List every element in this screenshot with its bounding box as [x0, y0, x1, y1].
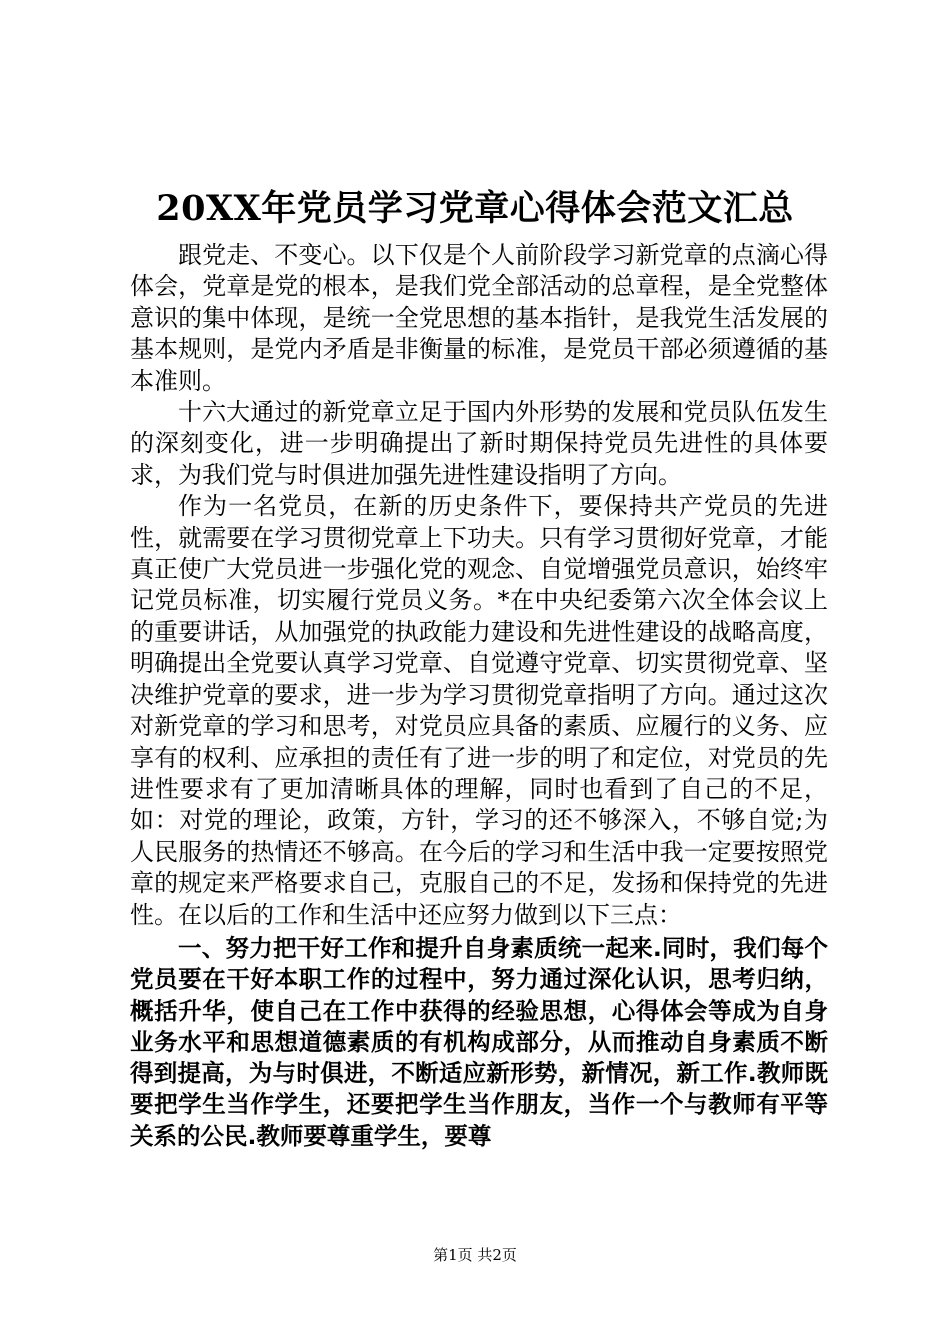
paragraph-point-one: 一、努力把干好工作和提升自身素质统一起来.同时，我们每个党员要在干好本职工作的过程中，努力通过深化认识，思考归纳，概括升华，使自己在工作中获得的经验思想，心得体会等成为自身业务水平和思想道德素质的有机构成部分，从而推动自身素质不断得到提高，为与时俱进，不断适应新形势，新情况，新工作.教师既要把学生当作学生，还要把学生当作朋友，当作一个与教师有平等关系的公民.教师要尊重学生，要尊	[130, 933, 828, 1150]
paragraph-intro: 跟党走、不变心。以下仅是个人前阶段学习新党章的点滴心得体会，党章是党的根本，是我们党全部活动的总章程，是全党整体意识的集中体现，是统一全党思想的基本指针，是我党生活发展的基本规则，是党内矛盾是非衡量的标准，是党员干部必须遵循的基本准则。	[130, 241, 828, 395]
page-number-footer: 第1页 共2页	[433, 1246, 517, 1264]
paragraph-as-party-member: 作为一名党员，在新的历史条件下，要保持共产党员的先进性，就需要在学习贯彻党章上下功夫。只有学习贯彻好党章，才能真正使广大党员进一步强化党的观念、自觉增强党员意识，始终牢记党员标准，切实履行党员义务。*在中央纪委第六次全体会议上的重要讲话，从加强党的执政能力建设和先进性建设的战略高度，明确提出全党要认真学习党章、自觉遵守党章、切实贯彻党章、坚决维护党章的要求，进一步为学习贯彻党章指明了方向。通过这次对新党章的学习和思考，对党员应具备的素质、应履行的义务、应享有的权利、应承担的责任有了进一步的明了和定位，对党员的先进性要求有了更加清晰具体的理解，同时也看到了自己的不足，如：对党的理论，政策，方针，学习的还不够深入，不够自觉;为人民服务的热情还不够高。在今后的学习和生活中我一定要按照党章的规定来严格要求自己，克服自己的不足，发扬和保持党的先进性。在以后的工作和生活中还应努力做到以下三点：	[130, 492, 828, 929]
document-title: 20XX年党员学习党章心得体会范文汇总	[156, 188, 794, 229]
document-body	[130, 240, 828, 1152]
paragraph-sixteenth-congress: 十六大通过的新党章立足于国内外形势的发展和党员队伍发生的深刻变化，进一步明确提出了新时期保持党员先进性的具体要求，为我们党与时俱进加强先进性建设指明了方向。	[130, 398, 828, 489]
